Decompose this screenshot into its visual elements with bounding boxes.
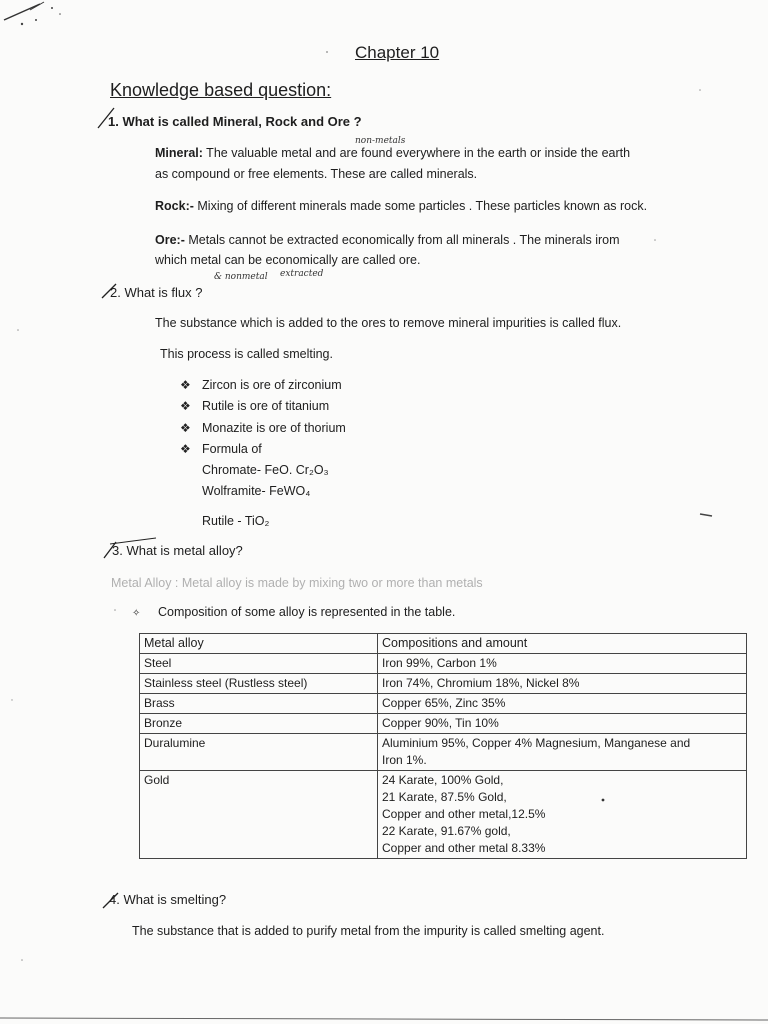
composition-line: Iron 74%, Chromium 18%, Nickel 8% [382,676,580,690]
question-2-title: 2. What is flux ? [110,285,203,300]
table-row [140,771,747,859]
flux-definition: The substance which is added to the ores to remove mineral impurities is called flux. [155,316,622,330]
table-row [140,714,747,734]
alloy-name-cell: Stainless steel (Rustless steel) [140,674,378,694]
diamond-bullet-icon: ❖ [180,442,191,457]
rock-paragraph [155,196,647,217]
composition-cell [378,694,747,714]
question-1-title: 1. What is called Mineral, Rock and Ore ? [108,114,362,129]
mineral-label: Mineral: [155,146,203,160]
formula-list [180,460,346,502]
handwritten-annotation: extracted [280,269,324,279]
rock-label: Rock:- [155,199,194,213]
composition-cell [378,771,747,859]
composition-cell [378,714,747,734]
table-row [140,694,747,714]
table-row [140,654,747,674]
ore-label: Ore:- [155,233,185,247]
column-header-alloy: Metal alloy [140,634,378,654]
alloy-definition-faded: Metal Alloy : Metal alloy is made by mixing two or more than metals [111,576,483,590]
composition-line: Copper 65%, Zinc 35% [382,696,506,710]
formula-wolframite: Wolframite- FeWO₄ [202,484,311,498]
bullet-icon: ✧ [132,608,141,619]
ore-text-line-1: Metals cannot be extracted economically from all minerals . The minerals irom [184,233,620,247]
section-heading: Knowledge based question: [110,80,332,100]
composition-line: Copper 90%, Tin 10% [382,716,499,730]
composition-line: 24 Karate, 100% Gold, [382,773,504,787]
handwritten-annotation: & nonmetal [214,272,268,282]
formula-rutile: Rutile - TiO₂ [202,514,270,528]
ore-bullet-list [180,374,346,502]
diamond-bullet-icon: ❖ [180,377,191,392]
mineral-paragraph [155,143,630,164]
composition-line: Copper and other metal,12.5% [382,807,546,821]
composition-line: Copper and other metal 8.33% [382,841,546,855]
smelting-process-text: This process is called smelting. [160,347,333,361]
list-item: ❖ Monazite is ore of thorium [180,420,346,435]
question-4-title: 4. What is smelting? [109,892,227,907]
alloy-name-cell: Gold [140,771,378,859]
list-item: ❖ Formula of [180,442,262,457]
question-3-title: 3. What is metal alloy? [112,543,243,558]
composition-cell [378,734,747,771]
smelting-definition: The substance that is added to purify metal from the impurity is called smelting agent. [132,924,605,938]
alloy-name-cell: Brass [140,694,378,714]
list-item: ❖ Zircon is ore of zirconium [180,377,342,392]
composition-line: 22 Karate, 91.67% gold, [382,824,511,838]
diamond-bullet-icon: ❖ [180,399,191,414]
list-item: ❖ Rutile is ore of titanium [180,399,330,414]
composition-line: Aluminium 95%, Copper 4% Magnesium, Manganese and [382,736,691,750]
ore-text-line-2: which metal can be economically are called ore. [155,253,421,267]
alloy-name-cell: Steel [140,654,378,674]
table-header-row [140,634,747,654]
mineral-text-line-2: as compound or free elements. These are called minerals. [155,167,478,181]
table-row [140,674,747,694]
tick-mark-icon [96,106,116,134]
composition-line: 21 Karate, 87.5% Gold, [382,790,507,804]
handwritten-annotation: non-metals [355,136,406,146]
formula-chromate: Chromate- FeO. Cr₂O₃ [202,463,329,477]
column-header-composition: Compositions and amount [378,634,747,654]
rock-text: Mixing of different minerals made some particles . These particles known as rock. [193,199,648,213]
alloy-composition-table [139,633,747,859]
composition-intro: ✧ Composition of some alloy is represented in the table. [132,602,455,624]
table-body [140,654,747,859]
alloy-name-cell: Bronze [140,714,378,734]
table-row [140,734,747,771]
composition-cell [378,674,747,694]
composition-line: Iron 99%, Carbon 1% [382,656,497,670]
mineral-text-line-1: The valuable metal and are found everywhere in the earth or inside the earth [202,146,631,160]
diamond-bullet-icon: ❖ [180,420,191,435]
composition-line: Iron 1%. [382,753,427,767]
ore-paragraph [155,230,620,251]
alloy-name-cell: Duralumine [140,734,378,771]
chapter-title: Chapter 10 [355,43,440,62]
composition-cell [378,654,747,674]
